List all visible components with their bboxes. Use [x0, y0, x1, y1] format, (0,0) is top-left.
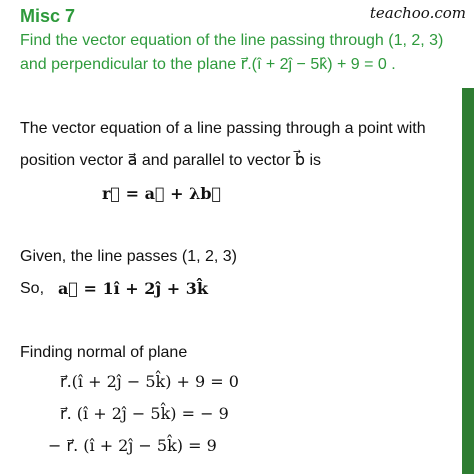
given-statement: Given, the line passes (1, 2, 3)	[20, 248, 237, 265]
plane-equation-1: r⃗.(î + 2ĵ − 5k̂) + 9 = 0	[60, 372, 239, 391]
green-side-bar	[462, 88, 474, 474]
teachoo-logo: teachoo.com	[369, 4, 466, 22]
page-title: Misc 7	[20, 6, 76, 26]
question-line-1: Find the vector equation of the line passing through (1, 2, 3)	[20, 32, 444, 49]
question-line-2: and perpendicular to the plane r⃗.(î + 2ĵ − 5k̂) + 9 = 0 .	[20, 56, 396, 73]
so-label: So,	[20, 280, 45, 297]
line-vector-formula: r⃗ = a⃗ + λb⃗	[102, 184, 222, 203]
normal-heading: Finding normal of plane	[20, 344, 188, 361]
plane-equation-3: − r⃗. (î + 2ĵ − 5k̂) = 9	[48, 436, 217, 455]
position-vector-equation: a⃗ = 1î + 2ĵ + 3k̂	[58, 279, 208, 298]
intro-line-2: position vector a⃗ and parallel to vector b⃗ is	[20, 152, 321, 169]
plane-equation-2: r⃗. (î + 2ĵ − 5k̂) = − 9	[60, 404, 229, 423]
intro-line-1: The vector equation of a line passing through a point with	[20, 120, 426, 137]
